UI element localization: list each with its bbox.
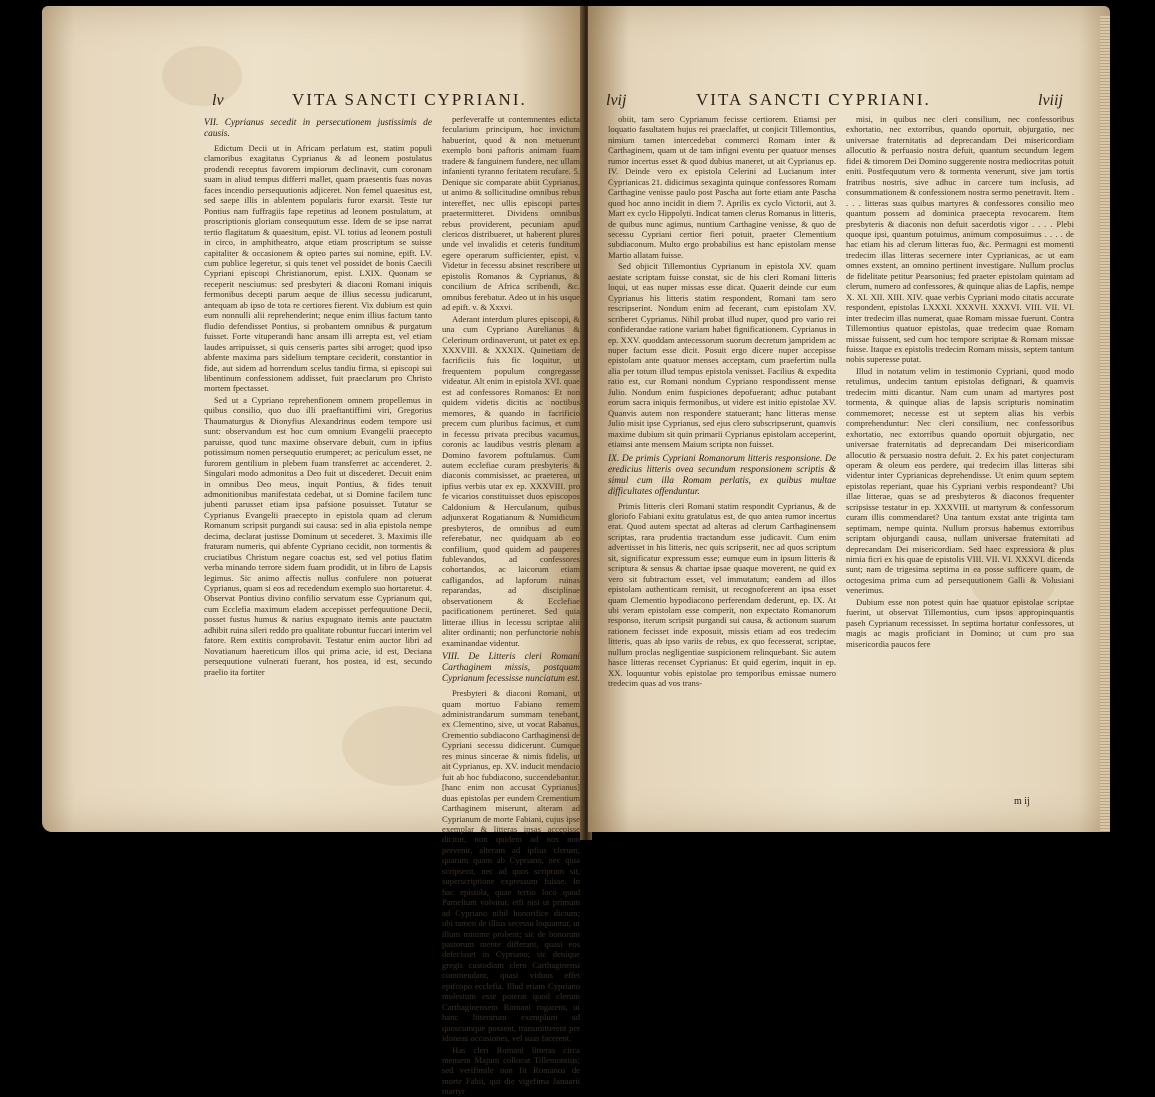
foxing-stain (162, 46, 242, 106)
running-head: VITA SANCTI CYPRIANI. (696, 90, 931, 109)
paragraph: Has cleri Romani litteras circa mensem Majum collocat Tillemontius; sed verifimile non fit Romanos de morte Fabii, qui die vigefima Januarii martyr (442, 1044, 580, 1097)
section-heading: VII. Cyprianus secedit in persecutionem justissimis de causis. (204, 118, 432, 139)
left-page (42, 6, 584, 1097)
paragraph: Dubium esse non potest quin hae quatuor epistolae scriptae fuerint, ut observat Tillemontius, cum ipsos appropinquantis paseh Cyprianum recessisset. In septima hortatur confessores, ut magis ac magis proficiant in Domino; ut cum pro sua misericordia paucos fere (846, 596, 1074, 649)
text-column-2 (442, 114, 581, 1097)
paragraph: Aderant interdum plures episcopi, & una cum Cypriano Aurelianus & Celerinum ordinaverunt, ut patet ex ep. XXXVIII. & XXXIX. Quinetiam de facrificiis fuis fic loquitur, ut frequentem populum congregasse videatur. Alt enim in epistola XVI. quae est ad confessores Romanos: Et non quidem videtis dicitis ac noctibus memores, & quando in facrificio precem cum pluribus facimus, et cum in fecessu privata precibus vacamus, coronis ac laudibus vestris plenam a Domino favorem poftulamus. Cum autem ecclefiae curam presbyteris & diaconis commisisset, ac praeterea, ut ipfius verbis utar ex ep. XXXVIII. pro fe vicarios constituisset duos episcopos Caldonium & Herculanum, quibus adjunxerat Rogatianum & Numidicum presbyteros, de omnibus ad eum referebatur, nec quidquam ab eo confilium, quod quidem ad pauperes fublevandos, ad confessores cohortandos, ac laicorum etiam cafligandos, ad lapforum ruinas reparandas, ad disciplinae observationem & Ecclefiae pacificationem pertineret. Sed quia litterae illius in lecessu scriptae alii aliter ordinanti; non perfunctorie nobis examinandae videntur. (442, 313, 580, 648)
paragraph: perfeveraffe ut contemnentes edicta fecularium principum, hoc invictum habuerint, quod & non metuerunt exemplo boni paftoris animam fuam tradere & fanguinem fundere, nec ullam infanienti tyranno feritatem recufare. 5. Denique sic comparate abiit Cyprianus, ut animo & sollicitudine omnibus rebus intereffet, nec ullis episcopi partes praetermitteret. Dividens omnibus rebus providerent, pecuniam apud clericos distribueret, ut haberent plures unde vel invalidis et ceteris funditum egere operarum sufficienter, epist. v. Videtur in fecessu absinet rescribere ut epistolis Romanos & Cyprianus, & concilium de Africa scribendi, &c. omnibus ferebatur. Adeo ut in his usque ad epift. v. & Xxxvi. (442, 114, 580, 313)
page-edge-stack (1100, 16, 1110, 832)
right-page (588, 6, 1110, 832)
running-head: VITA SANCTI CYPRIANI. (292, 90, 527, 109)
text-column-2 (846, 114, 1074, 794)
section-heading: VIII. De Litteris cleri Romani Carthaginem missis, postquam Cyprianum fecessisse nunciatum est. (442, 652, 581, 685)
section-heading: IX. De primis Cypriani Romanorum litteris responsione. De eredicius litteris ovea secundum responsionem scriptis & simul cum illa Romam perlatis, ex quibus multae difficultates offenduntur. (608, 453, 836, 497)
paragraph: Sed objicit Tillemontius Cyprianum in epistola XV. quam aestate scriptam fuisse constat, sic de his cleri Romani litteris loqui, ut eas nuper missas esse dicat. Quaerit deinde cur eum Cyprianus his litteris statim respondent, Romani tam sero rescripserint. Nondum enim ad fecerant, cum epistolam XV. scriberet Cyprianus. Nihil probat illud nuper, quod pro vario rei confiderandae ratione variam habet fignificationem. Cyprianus in ep. XXV. quoddam antecessorum suorum decretum jampridem ac nuper factum esse dicit. Posuit ergo dicere nuper accepisse epistolam ante quatuor menses acceptam, cum praefertim nulla alia per totum illud tempus epistola venisset. Facilius & expedita ratio est, cur Romani nondum Cypriano respondissent mense Julio. Nondum enim fuspiciones depofuerant; adhuc putabant eorum sacra iniquis fermonibus, ut videre est initio epistolae XV. Quanvis autem non respondere statuerant; hanc litteras mense Julio misit ipse Cyprianus, sed ejus clero subscripserunt, quamvis maxime dubium sit quin primarii Cyprianus epistolam acceperint, etiamsi ante mensem Maium scripta non fuisset. (608, 261, 836, 450)
page-number: lviij (1038, 92, 1063, 109)
paragraph: Sed ut a Cypriano reprehenfionem omnem propellemus in quibus consilio, quo duo illi praeftantiffimi viri, Gregorius Thaumaturgus & Dionyfius Alexandrinus eodem tempore usi sunt: observandum est hoc cum omnium Evangelii praecepto paruisse, quod tunc maxime observare debuit, cum in ipfius potissimum nomen persequutio erumperet; ac periculum esset, ne furorem gentilium in plebem fuam transferret ac accenderet. 2. Singulari modo admonitus a Deo fuit ut discederet. Decuit enim in omnibus Deo meus, inquit Pontius, & fides tenuit admonitionibus manifestata cedebat, ut si Domine facilem tunc jubenti parusset etiam ipsa pafsione posuisset. Tutatur se Cyprianus Evangelii praecepto in epistola quam ad clerum Romanum scripsit purgandi sui causa: sed in alia epistola nempe decima, declarat justisse Dominum ut secederet. 3. Maximis ille fraturam numeris, qui abfente Cypriano cecidit, non tormentis & cruciatibus Christum negare coactus est, sed vel potius flatim verba minando terrore sidem fuam prodidit, ut in libro de Lapsis legimus. Sic animo affectis nullus confulere non potuerat Cyprianus, quam si eos ad recedendum exemplo suo hortaretur. 4. Observat Pontius divino confilio servatum esse Cyprianum qui, cum Ecclefia maximum eladem accepisset perfequutione Decii, posset fustus humus & narius expugnato itemis ante pauctatm adhibit ruina sileri reddo pro qualitate robuntur fuccari interim vel fatore. Rem extitis comprobavit. Testatur enim auctor libri ad Novatianum haereticum illos qui prima acie, id est, Deciana persequutione vulnerati fuerant, hos postea, id est, secundo praelio ita fortiter (204, 394, 432, 677)
paragraph: Edictum Decii ut in Africam perlatum est, statim populi clamoribus exagitatus Cyprianus & ad leonem postulatus prodendi receptus favorem impiorum declinavit, cum coronam suam in aliud tempus differri mallet, quam praesentis fuas novas faces incendio persequutionis adjiceret. Non femel quaesitus est, sed saepe illis in ablentem popularis furor exarsit. Teste tur Pontius nam fuffragiis fape repetitus ad leonem postulatum, at proscriptionis gloriam consequutum esse. Idem de se ipse narrat tertio flagitatum & quaesitum, epist. VI. totius ad leonem postuli in circo, in amphitheatro, atque etiam proscriptum se suisse capitaliter & occasionem & opteo partes sui nomine, epift. LV. cum publice legeretur, si quis tenet vel possidet de bonis Caecili Cypriani episcopi Christianorum, epist. LXIX. Quonam se receperit nesciumus: sed presbyteri & diaconi Romani iniquis fermonibus decepti parum aeque de illius secessu judicarunt, antequam ab ipso de tota re certiores fierent. Vix dubium est quin eum nonnulli alii reprehenderint; neque enim illius factum tanto fludio defendisset Pontius, si probantem omnibus & purgatum fuisset. Forte vituperandi hanc ansam illi arrepta est, vel etiam laudes arripuisset, si quis censeris partes sibi arroget; quod ipso abfente maxima pars sidelium temptare ceciderit, constantior in fide, aut sidem ad horrendum scelus tandiu firma, si episcopi sui libentinum confessionem addisset, fuit praeclarum pro Christo mortem fpectasset. (204, 143, 432, 394)
text-column-1 (204, 114, 432, 794)
paragraph: Primis litteris cleri Romani statim respondit Cyprianus, & de gloriofo Fabiani exitu gratulatus est, de quo antea rumor incertus erat. Quod autem spectat ad alteras ad clerum Carthaginensem scriptas, rara prudentia tractandum esse judicavit. Cum enim advertisset in his litteris, nec quis scripserit, nec ad quos scriptum sit, significatur expressum esse; eumque eum in ipsum litteris & scriptura & sensus & chartae ipsae quaque moverent, ne quid ex vero sit fubtractum esset, vel immutatum; eandem ad illos epistolam authenticam remisit, ut recognofcerent an ipsa esset quam Clementio hypodiacono perferendam dederunt, ep. IX. At ubi veram epistolam esse comperit, non expectato Romanorum responso, iterum scripsit purgandi sui causa, & actionum suarum rationem fecisset inde exposuit, missis etiam ad eos tredecim litteris, quas ab ipso variis de rebus, ex quo fecesserat, scriptae, nullum proclas negligentiae suspicionem relinquebant. Sic autem hasce litteras recenset Cyprianus: Et quid egerim, inquit in ep. XX. loquuntur vobis epistolae pro temporibus emissae numero tredecim quas ad vos trans- (608, 500, 836, 689)
page-number: lv (212, 92, 224, 109)
page-number-left: lvij (606, 92, 627, 109)
signature-mark: m ij (1014, 796, 1030, 807)
paragraph: misi, in quibus nec cleri consilium, nec confessoribus exhortatio, nec extorribus, quando oportuit, objurgatio, nec universae fraternitatis ad deprecandam Dei misericordiam allocutio & perfuasio nostra defuit, quantum secundum legem fidei & timorem Dei Domino suggerente nostra mediocritas potuit eniti. Postfequutum vero & tormenta venerunt, sive jam tortis fratribus nostris, sive adhuc in carcere tum inclusis, ad consummationem & confessionem nostra sermo penetravit. Item . . . . litteras suas quibus martyres & confessores consilio meo quantum possem ad dominica praecepta revocarem. Item presbyteris & diaconis non defuit sacerdotis vigor . . . . Plebi quoque ipsi, quantum potuimus, animum composuimus . . . . de hac etiam his ad clerum litteras fuo, &c. Permagni est momenti tredecim illas litteras secernere inter Cyprianicas, ac ut eam omnes exstent, an omnino pertinent investigare. Nullum proclus de fidelitate petitur Pearsonius; fed praeter epistolam quintam ad clerum, numero ad confessores, & quinque alias de Lapfis, nempe X. XI. XII. XIII. XIV. quae verbis Cypriani modo citatis accurate respondent, epistolas LXXXI. XXXVII. XXXVI. VIII. VII. VI. inter tredecim illas numerat, quae Romam missae fuerunt. Contra Tillemontius quatuor epistolas, quae tredecim quae Romam missae fuissent, sed cum hoc tempore scriptae & Romam missae fuisse. Itaque ex epistolis tredecim Romam missis, septem tantum nobis superesse putat. (846, 114, 1074, 365)
paragraph: Presbyteri & diaconi Romani, ut quam mortuo Fabiano remem administrandarum summam tenebant, ex Clementino, sive, ut vocat Rabanus, Crementio subdiacono Carthaginensi de Cypriani secessu didicerunt. Cumque res minus sincerae & nimis fidelis, ut ait Cyprianus, ep. XV. inducit mendacio fuit ab hoc fubdiacono, succendebantur. [hanc enim non accusat Cyprianus] duas epistolas per eundem Crementium Carthaginem miserunt, alteram ad Cyprianum de morte Fabiani, cujus ipse exemplar & litteras ipsas accepisse dicitur, non quidem ad nos non pervenit, alteram ad ipfius clerum; quarum quam ab Cypriano, nec quia scripserit, nec ad quos scriptum sit, superscriptione expressum fuisse. In hac epistola, quae tertio loco quod Pamelium volvitur, etfi nisi ut primum ad Cypriano nihil honorifice dictum; ubi tamen de illius secessu loquuntur, ut illum minime probent; sic de bonorum pastorum mente differant, quasi eos defecisset in Cypriano; sic denique gregis custodiam clero Carthaginensi commendant, quasi viduus effet epifcopo ecclefia. Illud etiam Cypriano molestum esse poterat quod clerum Carthaginensem Romani rogarent, ut hanc litterarum exemplum ad quoscumque possent, transmitterent per idoneas occasiones, vel suas facerent. (442, 688, 580, 1044)
text-column-1 (608, 114, 836, 794)
open-book (42, 6, 1114, 1097)
paragraph: Illud in notatum velim in testimonio Cypriani, quod modo retulimus, undecim tantum epistolas defignari, & quamvis tredecim mitti dicantur. Nam cum unam ad martyres post tormenta, & quinque alias de lapsis scripturis nominatim commemoret; necesse est ut septem alias his verbis comprehenduntur: Nec cleri consilium, nec confessoribus exhortatio, nec extorribus quando oportuit objurgatio, nec universae fraternitatis ad deprecandam Dei misericordiam allocutio & persuasio nostra defuit. 2. Ex his patet conjecturam operam & oleum eos perdere, qui tredecim illas litteras sibi videntur inter Cyprianicas deprehendisse. Ut enim quum septem epistolas reperiant, quae his Cypriani verbis respondeant? Ubi illae litterae, quas se ad presbyteros & diaconos frequenter scripsisse testatur in ep. XXXVIII. ut martyrum & confessorum curam illis commendaret? Una tantum exstat ante triginta tam septimam, nempe quinta. Nullum prorsus habemus extorribus scriptam objurgandi causa, nullam universae fraternitati ad deprecandam Dei misericordiam. Sed haec expressiora & plus nimia ficri ex his quae de epistolis VIII. VII. VI. XXXVI. dicenda sunt; nam de trigesima septima in ea posse sufficere quam, de octogesima prima cum ad persequutionem Galli & Volusiani venerimus. (846, 365, 1074, 596)
paragraph: obiit, tam sero Cyprianum fecisse certiorem. Etiamsi per loquatio fasultatem hujus rei praeclaffet, ut conjicit Tillemontius, nimium tamen intercedebat commerci Romam inter & Carthaginem, quam ut de tam infigni eventu per quatuor menses rumor incertus esset & quod dubius maneret, ut ait Cyprianus ep. IV. Deinde vero ex epistola Celerini ad Lucianum inter Cyprianicas 21. didicimus sexaginta quinque confessores Romam Carthagine venisse paulo post Pascha aut forte etiam ante Pascha quod hoc anno incidit in diem 7. Aprilis ex cyclo Victorii, aut 3. Mart ex cyclo Hippolyti. Indicat tamen clerus Romanus in litteris, de quibus nunc agimus, nuntium Carthagine venisse, & quo de secessu Cypriani certior fieri potuit, praeter Clementium subdiaconum. Multo ergo probabilius est hanc epistolam mense Martio allatam fuisse. (608, 114, 836, 260)
